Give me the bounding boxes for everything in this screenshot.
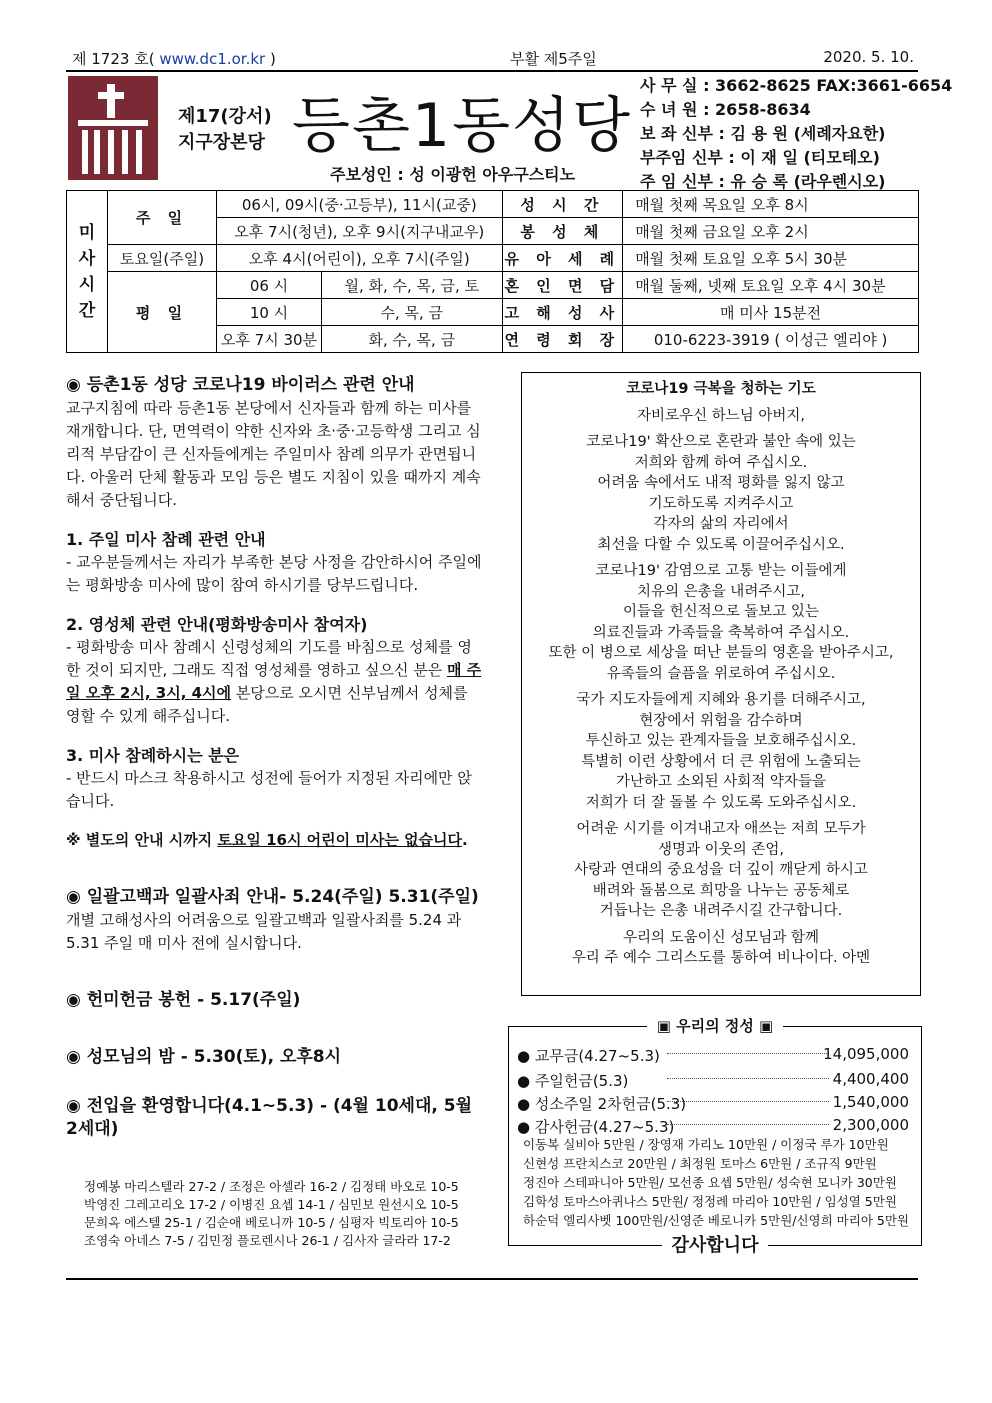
prayer-title: 코로나19 극복을 청하는 기도	[626, 381, 816, 397]
covid-notice-body: 교구지침에 따라 등촌1동 본당에서 신자들과 함께 하는 미사를 재개합니다. 단, 면역력이 약한 신자와 초·중·고등학생 그리고 심리적 부담감이 큰 신자들에게는 주일미사 참례 의무가 관면됩니다. 아울러 단체 활동과 모임 등은 별도 지침이 있을 때까지 계속해서 중단됩니다.	[66, 399, 481, 509]
list-item: 신현성 프란치스코 20만원 / 최정원 토마스 6만원 / 조규직 9만원	[523, 1156, 877, 1171]
row-value: 매월 둘째, 넷째 토요일 오후 4시 30분	[623, 272, 919, 299]
contact-office: 사 무 실 : 3662-8625 FAX:3661-6654	[640, 76, 953, 95]
row-value: 매월 첫째 토요일 오후 5시 30분	[623, 245, 919, 272]
saturday-times: 오후 4시(어린이), 오후 7시(주일)	[217, 245, 503, 272]
liturgical-week: 부활 제5주일	[510, 50, 597, 68]
contact-pastor: 주 임 신부 : 유 승 록 (라우렌시오)	[640, 172, 886, 191]
list-item: 이동복 실비아 5만원 / 장영재 가리노 10만원 / 이정국 루가 10만원	[523, 1137, 889, 1152]
table-row	[67, 245, 919, 272]
contact-block	[640, 74, 952, 194]
list-item: 정진아 스테파니아 5만원/ 모선종 요셉 5만원/ 성숙현 모니카 30만원	[523, 1175, 897, 1190]
prayer-stanza: 어려운 시기를 이겨내고자 애쓰는 저희 모두가 생명과 이웃의 존엄, 사랑과 연대의 중요성을 더 깊이 깨닫게 하시고 배려와 돌봄으로 희망을 나누는 공동체로 거듭나는 은총 내려주시길 간구합니다.	[574, 821, 868, 919]
notice-item-1-body: - 교우분들께서는 자리가 부족한 본당 사정을 감안하시어 주일에는 평화방송 미사에 많이 참여 하시기를 당부드립니다.	[66, 553, 482, 594]
welcome-notice-title: ◉ 전입을 환영합니다(4.1~5.3) - (4월 10세대, 5월 2세대)	[66, 1096, 473, 1139]
row-value: 매 미사 15분전	[623, 299, 919, 326]
thanks-label: 감사합니다	[509, 1231, 921, 1257]
welcome-list	[84, 1178, 459, 1250]
list-item: 문희옥 에스텔 25-1 / 김순애 베로니까 10-5 / 심평자 빅토리아 10-5	[84, 1215, 459, 1230]
church-name-title: 등촌1동성당	[292, 91, 632, 161]
church-cross-logo-icon	[68, 76, 158, 180]
weekday-label: 평 일	[108, 272, 217, 353]
sunday-times-1: 06시, 09시(중·고등부), 11시(교중)	[217, 191, 503, 218]
notice-item-2-title: 2. 영성체 관련 안내(평화방송미사 참여자)	[66, 615, 368, 634]
weekday-time: 06 시	[217, 272, 322, 299]
weekday-days: 수, 목, 금	[322, 299, 503, 326]
patron-saint: 주보성인 : 성 이광헌 아우구스티노	[330, 165, 576, 184]
row-label: 혼 인 면 담	[502, 272, 623, 299]
list-item: 조영숙 아네스 7-5 / 김민정 플로렌시나 26-1 / 김사자 글라라 17-2	[84, 1233, 451, 1248]
sunday-label: 주 일	[108, 191, 217, 245]
offering-row: ● 감사헌금(4.27~5.3) 2,300,000	[517, 1116, 909, 1136]
row-label: 고 해 성 사	[502, 299, 623, 326]
offering-row: ● 성소주일 2차헌금(5.3) 1,540,000	[517, 1093, 909, 1113]
notice-item-3-body: - 반드시 마스크 착용하시고 성전에 들어가 지정된 자리에만 앉습니다.	[66, 769, 472, 810]
contact-assistant-priest: 보 좌 신부 : 김 용 원 (세례자요한)	[640, 124, 886, 143]
mass-times-vertical-label: 미 사 시 간	[67, 191, 108, 353]
row-label: 봉 성 체	[502, 218, 623, 245]
list-item: 하순덕 엘리사벳 100만원/신영준 베로니카 5만원/신영희 마리아 5만원	[523, 1213, 909, 1228]
children-mass-note: ※ 별도의 안내 시까지 토요일 16시 어린이 미사는 없습니다.	[66, 831, 468, 849]
sunday-times-2: 오후 7시(청년), 오후 9시(지구내교우)	[217, 218, 503, 245]
website-link[interactable]: www.dc1.or.kr	[159, 50, 266, 68]
issue-date: 2020. 5. 10.	[823, 48, 914, 66]
offering-row: ● 주일헌금(5.3) 4,400,400	[517, 1070, 909, 1090]
thanksgiving-donor-list	[523, 1135, 917, 1230]
offering-row: ● 교무금(4.27~5.3) 14,095,000	[517, 1045, 909, 1065]
weekday-time: 10 시	[217, 299, 322, 326]
table-row	[67, 191, 919, 218]
row-label: 유 아 세 례	[502, 245, 623, 272]
list-item: 김학성 토마스아퀴나스 5만원/ 정정례 마리아 10만원 / 임성열 5만원	[523, 1194, 897, 1209]
contact-convent: 수 녀 원 : 2658-8634	[640, 100, 811, 119]
offerings-box	[508, 1017, 922, 1256]
row-label: 성 시 간	[502, 191, 623, 218]
weekday-time: 오후 7시 30분	[217, 326, 322, 353]
notice-item-2-body: - 평화방송 미사 참례시 신령성체의 기도를 바침으로 성체를 영한 것이 되지만, 그래도 직접 영성체를 영하고 싶으신 분은 매 주일 오후 2시, 3시, 4시에 본당으로 오시면 신부님께서 성체를 영할 수 있게 해주십니다.	[66, 638, 482, 725]
prayer-stanza: 국가 지도자들에게 지혜와 용기를 더해주시고, 현장에서 위험을 감수하며 투신하고 있는 관계자들을 보호해주십시오. 특별히 이런 상황에서 더 큰 위험에 노출되는 가난하고 소외된 사회적 약자들을 저희가 더 잘 돌볼 수 있도록 도와주십시오.	[576, 692, 866, 811]
covid-prayer-box	[521, 372, 921, 996]
notice-item-1-title: 1. 주일 미사 참례 관련 안내	[66, 530, 266, 549]
offering-notice-title: ◉ 헌미헌금 봉헌 - 5.17(주일)	[66, 990, 301, 1010]
weekday-days: 화, 수, 목, 금	[322, 326, 503, 353]
top-divider	[66, 70, 918, 72]
row-value: 010-6223-3919 ( 이성근 엘리야 )	[623, 326, 919, 353]
issue-number: 제 1723 호( www.dc1.or.kr )	[72, 50, 276, 68]
notice-item-3-title: 3. 미사 참례하시는 분은	[66, 746, 240, 765]
table-row	[67, 272, 919, 299]
prayer-stanza: 코로나19' 확산으로 혼란과 불안 속에 있는 저희와 함께 하여 주십시오. 어려움 속에서도 내적 평화를 잃지 않고 기도하도록 지켜주시고 각자의 삶의 자리에서 최선을 다할 수 있도록 이끌어주십시오.	[586, 434, 856, 553]
prayer-stanza: 자비로우신 하느님 아버지,	[637, 407, 805, 424]
contact-vice-pastor: 부주임 신부 : 이 재 일 (티모테오)	[640, 148, 880, 167]
mary-night-notice-title: ◉ 성모님의 밤 - 5.30(토), 오후8시	[66, 1047, 342, 1067]
district-label: 제17(강서) 지구장본당	[178, 106, 272, 153]
weekday-days: 월, 화, 수, 목, 금, 토	[322, 272, 503, 299]
list-item: 정예봉 마리스텔라 27-2 / 조정은 아셀라 16-2 / 김정태 바오로 10-5	[84, 1179, 459, 1194]
confession-notice-title: ◉ 일괄고백과 일괄사죄 안내- 5.24(주일) 5.31(주일)	[66, 887, 479, 907]
row-label: 연 령 회 장	[502, 326, 623, 353]
confession-notice-body: 개별 고해성사의 어려움으로 일괄고백과 일괄사죄를 5.24 과 5.31 주일 매 미사 전에 실시합니다.	[66, 911, 462, 952]
row-value: 매월 첫째 목요일 오후 8시	[623, 191, 919, 218]
list-item: 박영진 그레고리오 17-2 / 이병진 요셉 14-1 / 심민보 원선시오 10-5	[84, 1197, 459, 1212]
mass-schedule-table	[66, 190, 919, 353]
prayer-stanza: 코로나19' 감염으로 고통 받는 이들에게 치유의 은총을 내려주시고, 이들을 헌신적으로 돌보고 있는 의료진들과 가족들을 축복하여 주십시오. 또한 이 병으로 세상을 떠난 분들의 영혼을 받아주시고, 유족들의 슬픔을 위로하여 주십시오.	[548, 563, 894, 682]
offerings-title: ▣ 우리의 정성 ▣	[509, 1015, 921, 1036]
row-value: 매월 첫째 금요일 오후 2시	[623, 218, 919, 245]
covid-notice-title: ◉ 등촌1동 성당 코로나19 바이러스 관련 안내	[66, 375, 415, 395]
bottom-divider	[66, 1278, 918, 1280]
prayer-stanza: 우리의 도움이신 성모님과 함께 우리 주 예수 그리스도를 통하여 비나이다. 아멘	[571, 929, 871, 966]
saturday-label: 토요일(주일)	[108, 245, 217, 272]
notices-column	[66, 374, 486, 1141]
